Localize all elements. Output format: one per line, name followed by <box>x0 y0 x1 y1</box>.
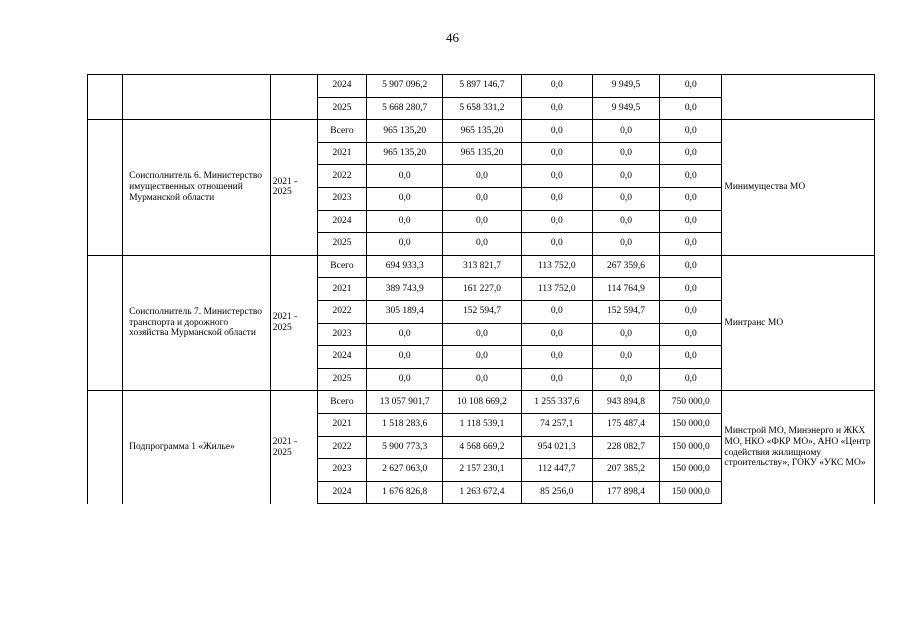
amount-cell: 0,0 <box>660 142 722 165</box>
amount-cell: 5 897 146,7 <box>443 75 521 98</box>
amount-cell: 5 668 280,7 <box>367 97 443 120</box>
amount-cell: 0,0 <box>660 75 722 98</box>
amount-cell: 0,0 <box>592 346 659 369</box>
amount-cell: 150 000,0 <box>660 459 722 482</box>
number-cell <box>88 391 123 504</box>
amount-cell: 0,0 <box>443 210 521 233</box>
amount-cell: 0,0 <box>367 368 443 391</box>
amount-cell: 965 135,20 <box>367 142 443 165</box>
year-cell: 2021 <box>317 278 366 301</box>
amount-cell: 0,0 <box>660 165 722 188</box>
number-cell <box>88 75 123 120</box>
executor-name <box>123 75 271 120</box>
amount-cell: 0,0 <box>443 323 521 346</box>
amount-cell: 0,0 <box>367 346 443 369</box>
amount-cell: 113 752,0 <box>521 278 592 301</box>
year-cell: Всего <box>317 255 366 278</box>
amount-cell: 0,0 <box>660 97 722 120</box>
executor-name: Подпрограмма 1 «Жилье» <box>123 391 271 504</box>
responsible-cell: Минимущества МО <box>722 120 875 256</box>
amount-cell: 0,0 <box>521 368 592 391</box>
amount-cell: 0,0 <box>443 165 521 188</box>
responsible-cell: Минстрой МО, Минэнерго и ЖКХ МО, НКО «ФКР МО», АНО «Центр содействия жилищному строительству», ГОКУ «УКС МО» <box>722 391 875 504</box>
amount-cell: 0,0 <box>592 142 659 165</box>
amount-cell: 943 894,8 <box>592 391 659 414</box>
year-cell: 2021 <box>317 413 366 436</box>
year-cell: 2025 <box>317 97 366 120</box>
amount-cell: 2 627 063,0 <box>367 459 443 482</box>
amount-cell: 0,0 <box>660 323 722 346</box>
year-cell: 2023 <box>317 459 366 482</box>
amount-cell: 0,0 <box>521 165 592 188</box>
amount-cell: 389 743,9 <box>367 278 443 301</box>
amount-cell: 150 000,0 <box>660 413 722 436</box>
amount-cell: 114 764,9 <box>592 278 659 301</box>
year-cell: 2024 <box>317 346 366 369</box>
amount-cell: 0,0 <box>660 300 722 323</box>
amount-cell: 4 568 669,2 <box>443 436 521 459</box>
amount-cell: 0,0 <box>443 346 521 369</box>
year-cell: 2022 <box>317 300 366 323</box>
amount-cell: 0,0 <box>521 75 592 98</box>
amount-cell: 0,0 <box>521 300 592 323</box>
amount-cell: 0,0 <box>367 165 443 188</box>
amount-cell: 0,0 <box>521 346 592 369</box>
amount-cell: 0,0 <box>592 210 659 233</box>
year-cell: Всего <box>317 391 366 414</box>
year-cell: 2022 <box>317 165 366 188</box>
amount-cell: 0,0 <box>367 323 443 346</box>
amount-cell: 5 907 096,2 <box>367 75 443 98</box>
executor-name: Соисполнитель 6. Министерство имущественных отношений Мурманской области <box>123 120 271 256</box>
amount-cell: 965 135,20 <box>443 120 521 143</box>
page-number: 46 <box>446 30 459 45</box>
amount-cell: 0,0 <box>660 187 722 210</box>
amount-cell: 0,0 <box>443 233 521 256</box>
amount-cell: 1 255 337,6 <box>521 391 592 414</box>
year-cell: 2024 <box>317 210 366 233</box>
amount-cell: 0,0 <box>592 323 659 346</box>
amount-cell: 0,0 <box>660 278 722 301</box>
amount-cell: 0,0 <box>592 187 659 210</box>
amount-cell: 10 108 669,2 <box>443 391 521 414</box>
amount-cell: 0,0 <box>367 187 443 210</box>
year-cell: 2022 <box>317 436 366 459</box>
amount-cell: 694 933,3 <box>367 255 443 278</box>
amount-cell: 0,0 <box>660 255 722 278</box>
year-cell: Всего <box>317 120 366 143</box>
year-cell: 2025 <box>317 368 366 391</box>
amount-cell: 0,0 <box>521 97 592 120</box>
amount-cell: 1 118 539,1 <box>443 413 521 436</box>
amount-cell: 0,0 <box>592 120 659 143</box>
amount-cell: 0,0 <box>592 368 659 391</box>
amount-cell: 965 135,20 <box>367 120 443 143</box>
amount-cell: 0,0 <box>592 233 659 256</box>
amount-cell: 0,0 <box>521 233 592 256</box>
period-cell: 2021 - 2025 <box>270 120 317 256</box>
amount-cell: 0,0 <box>660 346 722 369</box>
amount-cell: 5 658 331,2 <box>443 97 521 120</box>
amount-cell: 750 000,0 <box>660 391 722 414</box>
number-cell <box>88 255 123 391</box>
table-row <box>88 255 875 278</box>
amount-cell: 267 359,6 <box>592 255 659 278</box>
amount-cell: 313 821,7 <box>443 255 521 278</box>
amount-cell: 965 135,20 <box>443 142 521 165</box>
amount-cell: 9 949,5 <box>592 97 659 120</box>
amount-cell: 74 257,1 <box>521 413 592 436</box>
amount-cell: 207 385,2 <box>592 459 659 482</box>
amount-cell: 9 949,5 <box>592 75 659 98</box>
responsible-cell <box>722 75 875 120</box>
amount-cell: 0,0 <box>660 210 722 233</box>
amount-cell: 177 898,4 <box>592 481 659 504</box>
amount-cell: 1 263 672,4 <box>443 481 521 504</box>
year-cell: 2023 <box>317 323 366 346</box>
year-cell: 2025 <box>317 233 366 256</box>
amount-cell: 228 082,7 <box>592 436 659 459</box>
responsible-cell: Минтранс МО <box>722 255 875 391</box>
amount-cell: 112 447,7 <box>521 459 592 482</box>
amount-cell: 954 021,3 <box>521 436 592 459</box>
amount-cell: 0,0 <box>521 142 592 165</box>
table-row <box>88 391 875 414</box>
amount-cell: 0,0 <box>660 368 722 391</box>
amount-cell: 0,0 <box>521 120 592 143</box>
budget-table <box>87 74 875 504</box>
amount-cell: 150 000,0 <box>660 481 722 504</box>
amount-cell: 13 057 901,7 <box>367 391 443 414</box>
amount-cell: 175 487,4 <box>592 413 659 436</box>
amount-cell: 113 752,0 <box>521 255 592 278</box>
amount-cell: 150 000,0 <box>660 436 722 459</box>
amount-cell: 0,0 <box>592 165 659 188</box>
year-cell: 2024 <box>317 481 366 504</box>
amount-cell: 0,0 <box>521 210 592 233</box>
amount-cell: 0,0 <box>367 233 443 256</box>
amount-cell: 1 518 283,6 <box>367 413 443 436</box>
executor-name: Соисполнитель 7. Министерство транспорта и дорожного хозяйства Мурманской области <box>123 255 271 391</box>
amount-cell: 0,0 <box>443 187 521 210</box>
amount-cell: 85 256,0 <box>521 481 592 504</box>
number-cell <box>88 120 123 256</box>
year-cell: 2021 <box>317 142 366 165</box>
amount-cell: 0,0 <box>660 120 722 143</box>
amount-cell: 1 676 826,8 <box>367 481 443 504</box>
amount-cell: 5 900 773,3 <box>367 436 443 459</box>
period-cell: 2021 - 2025 <box>270 255 317 391</box>
amount-cell: 152 594,7 <box>592 300 659 323</box>
amount-cell: 2 157 230,1 <box>443 459 521 482</box>
amount-cell: 152 594,7 <box>443 300 521 323</box>
amount-cell: 0,0 <box>367 210 443 233</box>
table-row <box>88 120 875 143</box>
amount-cell: 0,0 <box>660 233 722 256</box>
table-row <box>88 75 875 98</box>
period-cell <box>270 75 317 120</box>
amount-cell: 0,0 <box>521 187 592 210</box>
amount-cell: 0,0 <box>521 323 592 346</box>
amount-cell: 305 189,4 <box>367 300 443 323</box>
period-cell: 2021 - 2025 <box>270 391 317 504</box>
amount-cell: 0,0 <box>443 368 521 391</box>
year-cell: 2023 <box>317 187 366 210</box>
year-cell: 2024 <box>317 75 366 98</box>
amount-cell: 161 227,0 <box>443 278 521 301</box>
